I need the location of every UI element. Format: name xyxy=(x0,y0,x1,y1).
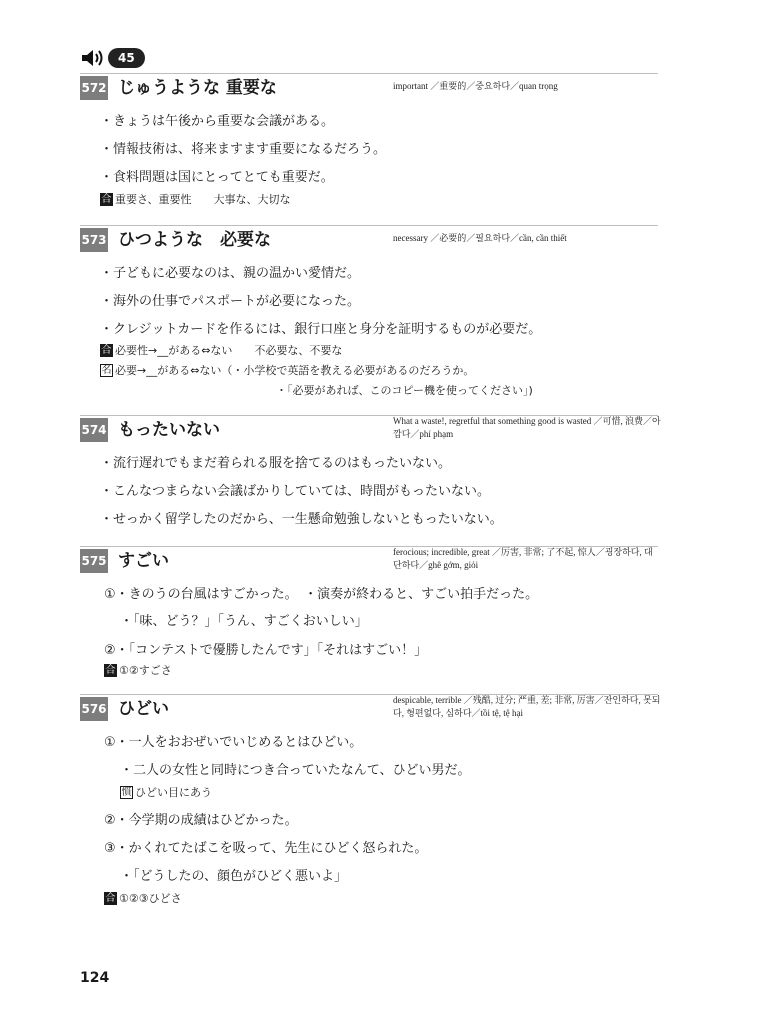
headword: ひどい xyxy=(118,699,169,719)
speaker-icon xyxy=(80,47,104,69)
example-sentence: ・「味、どう？」「うん、すごくおいしい」 xyxy=(120,614,368,629)
entry-572 xyxy=(80,73,658,206)
entry-576 xyxy=(80,694,661,905)
track-number-badge: 45 xyxy=(108,48,145,68)
example-sentence: ・情報技術は、将来ますます重要になるだろう。 xyxy=(100,142,387,157)
entry-number: 572 xyxy=(80,76,108,100)
example-sentence: ・きょうは午後から重要な会議がある。 xyxy=(100,114,335,129)
entry-573 xyxy=(80,225,658,397)
translation: important ／重要的／중요하다／quan trọng xyxy=(393,81,558,91)
example-sentence: ・「どうしたの、顔色がひどく悪いよ」 xyxy=(120,869,347,884)
example-sentence: ・子どもに必要なのは、親の温かい愛情だ。 xyxy=(100,266,361,281)
example-sentence: ①・きのうの台風はすごかった。 ・演奏が終わると、すごい拍手だった。 xyxy=(104,587,539,602)
translation: necessary ／必要的／필요하다／cần, cần thiết xyxy=(393,233,567,243)
example-sentence: ・クレジットカードを作るには、銀行口座と身分を証明するものが必要だ。 xyxy=(100,322,542,337)
example-sentence: ・こんなつまらない会議ばかりしていては、時間がもったいない。 xyxy=(100,484,491,499)
related-words: ①②③ひどさ xyxy=(119,892,182,905)
headword: ひつような 必要な xyxy=(118,230,271,250)
related-words: 必要性→__がある⇔ない 不必要な、不要な xyxy=(115,344,343,357)
headword: すごい xyxy=(118,551,169,571)
related-words: 必要→__がある⇔ない（・小学校で英語を教える必要があるのだろうか。 xyxy=(115,364,475,377)
example-sentence: ③・かくれてたばこを吸って、先生にひどく怒られた。 xyxy=(104,841,428,856)
entry-574 xyxy=(80,415,661,527)
example-sentence: ・二人の女性と同時につき合っていたなんて、ひどい男だ。 xyxy=(120,763,471,778)
translation: What a waste!, regretful that something good is wasted ／可惜, 浪费／아깝다／phí phạm xyxy=(393,416,661,439)
audio-track[interactable] xyxy=(80,47,145,69)
compound-tag: 合 xyxy=(101,194,112,205)
headword: じゅうような 重要な xyxy=(118,78,277,98)
translation: despicable, terrible ／残酷, 过分; 严重, 差; 非常, 厉害／잔인하다, 못되다, 형편없다, 심하다／tồi tệ, tệ hại xyxy=(393,695,661,718)
related-words: 重要さ、重要性 大事な、大切な xyxy=(115,193,291,206)
example-sentence: ・「必要があれば、このコピー機を使ってください」) xyxy=(276,384,533,397)
related-words: ①②すごさ xyxy=(119,664,172,677)
compound-tag: 合 xyxy=(101,345,112,356)
compound-tag: 合 xyxy=(105,665,116,676)
idiom-tag: 慣 xyxy=(121,787,132,798)
page-number: 124 xyxy=(80,970,110,986)
entry-575 xyxy=(80,546,658,677)
noun-tag: 名 xyxy=(101,365,112,376)
related-words: ひどい目にあう xyxy=(135,786,212,799)
compound-tag: 合 xyxy=(105,893,116,904)
example-sentence: ・食料問題は国にとってとても重要だ。 xyxy=(100,170,334,185)
headword: もったいない xyxy=(118,420,220,440)
example-sentence: ①・一人をおおぜいでいじめるとはひどい。 xyxy=(104,735,363,750)
example-sentence: ②・今学期の成績はひどかった。 xyxy=(104,813,298,828)
example-sentence: ②・「コンテストで優勝したんです」「それはすごい！」 xyxy=(104,643,428,658)
example-sentence: ・海外の仕事でパスポートが必要になった。 xyxy=(100,294,361,309)
entry-number: 576 xyxy=(80,697,108,721)
example-sentence: ・流行遅れでもまだ着られる服を捨てるのはもったいない。 xyxy=(100,456,452,471)
translation: ferocious; incredible, great ／厉害, 非常; 了不起, 惊人／굉장하다, 대단하다／ghê gớm, giỏi xyxy=(393,547,653,570)
example-sentence: ・せっかく留学したのだから、一生懸命勉強しないともったいない。 xyxy=(100,512,503,527)
entry-number: 574 xyxy=(80,418,108,442)
entry-number: 573 xyxy=(80,228,108,252)
entry-number: 575 xyxy=(80,549,108,573)
